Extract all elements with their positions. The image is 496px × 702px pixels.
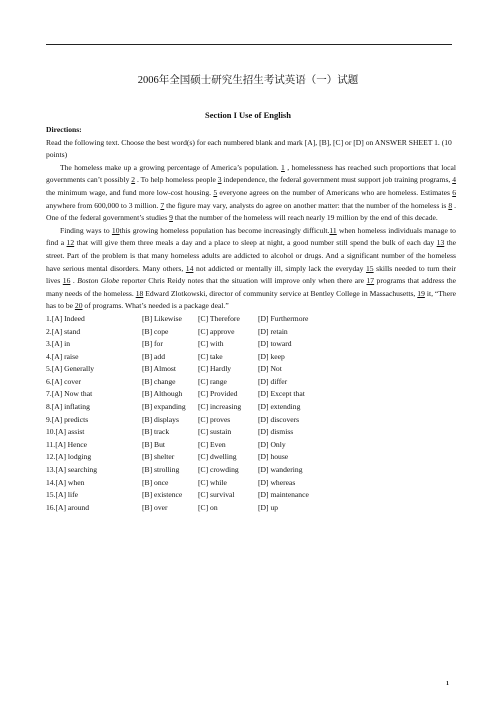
option-choice: [D] Furthermore <box>258 313 309 323</box>
option-choice: [B] track <box>142 427 170 437</box>
option-choice: [D] keep <box>258 351 285 361</box>
option-choice: [C] Even <box>198 439 226 449</box>
option-row <box>46 363 456 376</box>
passage-text: . To help homeless people <box>135 175 218 185</box>
option-choice: [C] range <box>198 376 227 386</box>
blank-number: 3 <box>217 175 222 185</box>
passage-text: . One of the federal government’s studies <box>46 200 457 223</box>
option-choice: 14.[A] when <box>46 477 85 487</box>
option-choice: [B] Although <box>142 389 183 399</box>
option-choice: [C] sustain <box>198 427 232 437</box>
option-choice: [C] Hardly <box>198 364 232 374</box>
option-choice: [B] over <box>142 502 168 512</box>
passage-text: reporter Chris Reidy notes that the situation will improve only when there are <box>119 276 367 286</box>
blank-number: 10 <box>111 225 120 235</box>
option-choice: [B] Almost <box>142 364 176 374</box>
option-choice: [C] approve <box>198 326 235 336</box>
option-choice: 8.[A] inflating <box>46 402 90 412</box>
option-choice: 11.[A] Hence <box>46 439 88 449</box>
passage-text: The homeless make up a growing percentage of America’s population. <box>60 162 282 172</box>
option-row <box>46 464 456 477</box>
blank-number: 12 <box>66 238 75 248</box>
option-choice: [C] while <box>198 477 227 487</box>
option-choice: [C] proves <box>198 414 231 424</box>
passage-paragraph <box>46 225 456 313</box>
option-choice: [C] Therefore <box>198 313 240 323</box>
option-choice: [D] Only <box>258 439 286 449</box>
option-choice: 6.[A] cover <box>46 376 81 386</box>
option-choice: [D] wandering <box>258 465 303 475</box>
passage-text: skills needed to turn their lives <box>46 263 456 286</box>
option-choice: [D] Except that <box>258 389 305 399</box>
option-choice: [D] retain <box>258 326 288 336</box>
option-choice: [D] whereas <box>258 477 296 487</box>
option-choice: [B] cope <box>142 326 169 336</box>
blank-number: 4 <box>452 175 457 185</box>
option-choice: [B] shelter <box>142 452 175 462</box>
passage-text: the minimum wage, and fund more low-cost housing. <box>46 187 214 197</box>
option-row <box>46 414 456 427</box>
answer-options <box>46 313 456 515</box>
passage-text: that the number of the homeless will reach nearly 19 million by the end of this decade. <box>172 213 438 223</box>
passage-text: it, “There has to be <box>46 288 456 311</box>
passage-text: programs that address the many needs of the homeless. <box>46 276 456 298</box>
passage-text: Edward Zlotkowski, director of community service at Bentley College in Massachusetts, <box>143 288 418 298</box>
option-choice: [B] displays <box>142 414 179 424</box>
option-choice: [C] on <box>198 502 218 512</box>
option-choice: 1.[A] Indeed <box>46 313 85 323</box>
option-row <box>46 338 456 351</box>
blank-number: 6 <box>452 187 456 197</box>
blank-number: 20 <box>74 301 83 311</box>
option-choice: [D] maintenance <box>258 490 309 500</box>
option-choice: 2.[A] stand <box>46 326 81 336</box>
passage-text: when homeless individuals manage to find a <box>46 225 456 248</box>
option-row <box>46 439 456 452</box>
option-choice: 4.[A] raise <box>46 351 79 361</box>
option-choice: [C] increasing <box>198 402 242 412</box>
page-number: 1 <box>446 681 449 687</box>
option-choice: [D] dismiss <box>258 427 294 437</box>
option-choice: 3.[A] in <box>46 339 71 349</box>
passage-text: . <box>70 276 78 286</box>
option-choice: [D] Not <box>258 364 282 374</box>
passage-text: of programs. What’s needed is a package deal.” <box>82 301 229 311</box>
passage-paragraph <box>46 162 456 225</box>
option-choice: [B] expanding <box>142 402 186 412</box>
header-rule <box>46 44 452 45</box>
option-row <box>46 401 456 414</box>
option-choice: [B] add <box>142 351 165 361</box>
passage-text: the figure may vary, analysts do agree on another matter: that the number of the homeless is <box>164 200 449 210</box>
option-choice: [B] once <box>142 477 169 487</box>
option-choice: 5.[A] Generally <box>46 364 95 374</box>
option-row <box>46 451 456 464</box>
option-choice: 16.[A] around <box>46 502 90 512</box>
blank-number: 1 <box>281 162 285 172</box>
passage-text: anywhere from 600,000 to 3 million. <box>46 200 161 210</box>
passage-text: independence, the federal government must support job training programs, <box>221 175 453 185</box>
option-row <box>46 313 456 326</box>
passage-text: the street. Part of the problem is that many homeless adults are addicted to alcohol or drugs. And a significant number of the homeless have serious mental disorders. Many others, <box>46 238 456 273</box>
option-row <box>46 477 456 490</box>
option-choice: 7.[A] Now that <box>46 389 93 399</box>
option-choice: [D] toward <box>258 339 292 349</box>
option-choice: [B] Likewise <box>142 313 182 323</box>
option-choice: [D] up <box>258 502 279 512</box>
option-choice: 12.[A] lodging <box>46 452 92 462</box>
blank-number: 7 <box>160 200 165 210</box>
option-row <box>46 489 456 502</box>
blank-number: 13 <box>436 238 445 248</box>
blank-number: 17 <box>366 276 375 286</box>
passage-text: , homelessness has reached such proportions that local governments can’t possibly <box>46 162 456 185</box>
option-choice: 13.[A] searching <box>46 465 98 475</box>
option-row <box>46 426 456 439</box>
option-choice: [B] existence <box>142 490 183 500</box>
passage-text: everyone agrees on the number of Americans who are homeless. Estimates <box>217 187 453 197</box>
document-body <box>46 124 456 514</box>
blank-number: 16 <box>62 276 71 286</box>
option-choice: [C] dwelling <box>198 452 237 462</box>
section-heading: Section I Use of English <box>205 110 291 120</box>
blank-number: 19 <box>417 288 425 298</box>
passage-text: that will give them three meals a day and a place to sleep at night, a good number still spend the bulk of each day <box>74 238 437 248</box>
option-row <box>46 388 456 401</box>
blank-number: 18 <box>135 288 144 298</box>
directions-text: Read the following text. Choose the best word(s) for each numbered blank and mark [A], [B], [C] or [D] on ANSWER SHEET 1. (10 points) <box>46 137 452 160</box>
passage-text: this growing homeless population has become increasingly difficult. <box>119 225 330 235</box>
option-choice: [C] with <box>198 339 224 349</box>
publication-name: Boston Globe <box>77 276 120 286</box>
blank-number: 2 <box>131 175 136 185</box>
exam-title: 2006年全国硕士研究生招生考试英语（一）试题 <box>137 75 359 86</box>
directions-label: Directions: <box>46 125 82 134</box>
option-choice: [C] take <box>198 351 223 361</box>
option-choice: 10.[A] assist <box>46 427 85 437</box>
option-choice: 9.[A] predicts <box>46 414 89 424</box>
passage-text: not addicted or mentally ill, simply lack the everyday <box>193 263 366 273</box>
blank-number: 5 <box>213 187 218 197</box>
option-choice: [D] extending <box>258 402 301 412</box>
option-row <box>46 502 456 515</box>
option-choice: [B] for <box>142 339 163 349</box>
blank-number: 8 <box>448 200 453 210</box>
blank-number: 11 <box>329 225 337 235</box>
option-choice: [B] But <box>142 439 165 449</box>
option-choice: 15.[A] life <box>46 490 79 500</box>
option-choice: [C] Provided <box>198 389 238 399</box>
option-choice: [C] survival <box>198 490 235 500</box>
option-row <box>46 326 456 339</box>
option-row <box>46 376 456 389</box>
passage-text: Finding ways to <box>60 225 112 235</box>
option-row <box>46 351 456 364</box>
option-choice: [D] house <box>258 452 289 462</box>
option-choice: [C] crowding <box>198 465 239 475</box>
blank-number: 15 <box>366 263 374 273</box>
blank-number: 14 <box>185 263 194 273</box>
blank-number: 9 <box>169 213 173 223</box>
option-choice: [D] discovers <box>258 414 300 424</box>
option-choice: [B] strolling <box>142 465 180 475</box>
option-choice: [D] differ <box>258 376 288 386</box>
passage <box>46 162 456 313</box>
option-choice: [B] change <box>142 376 176 386</box>
